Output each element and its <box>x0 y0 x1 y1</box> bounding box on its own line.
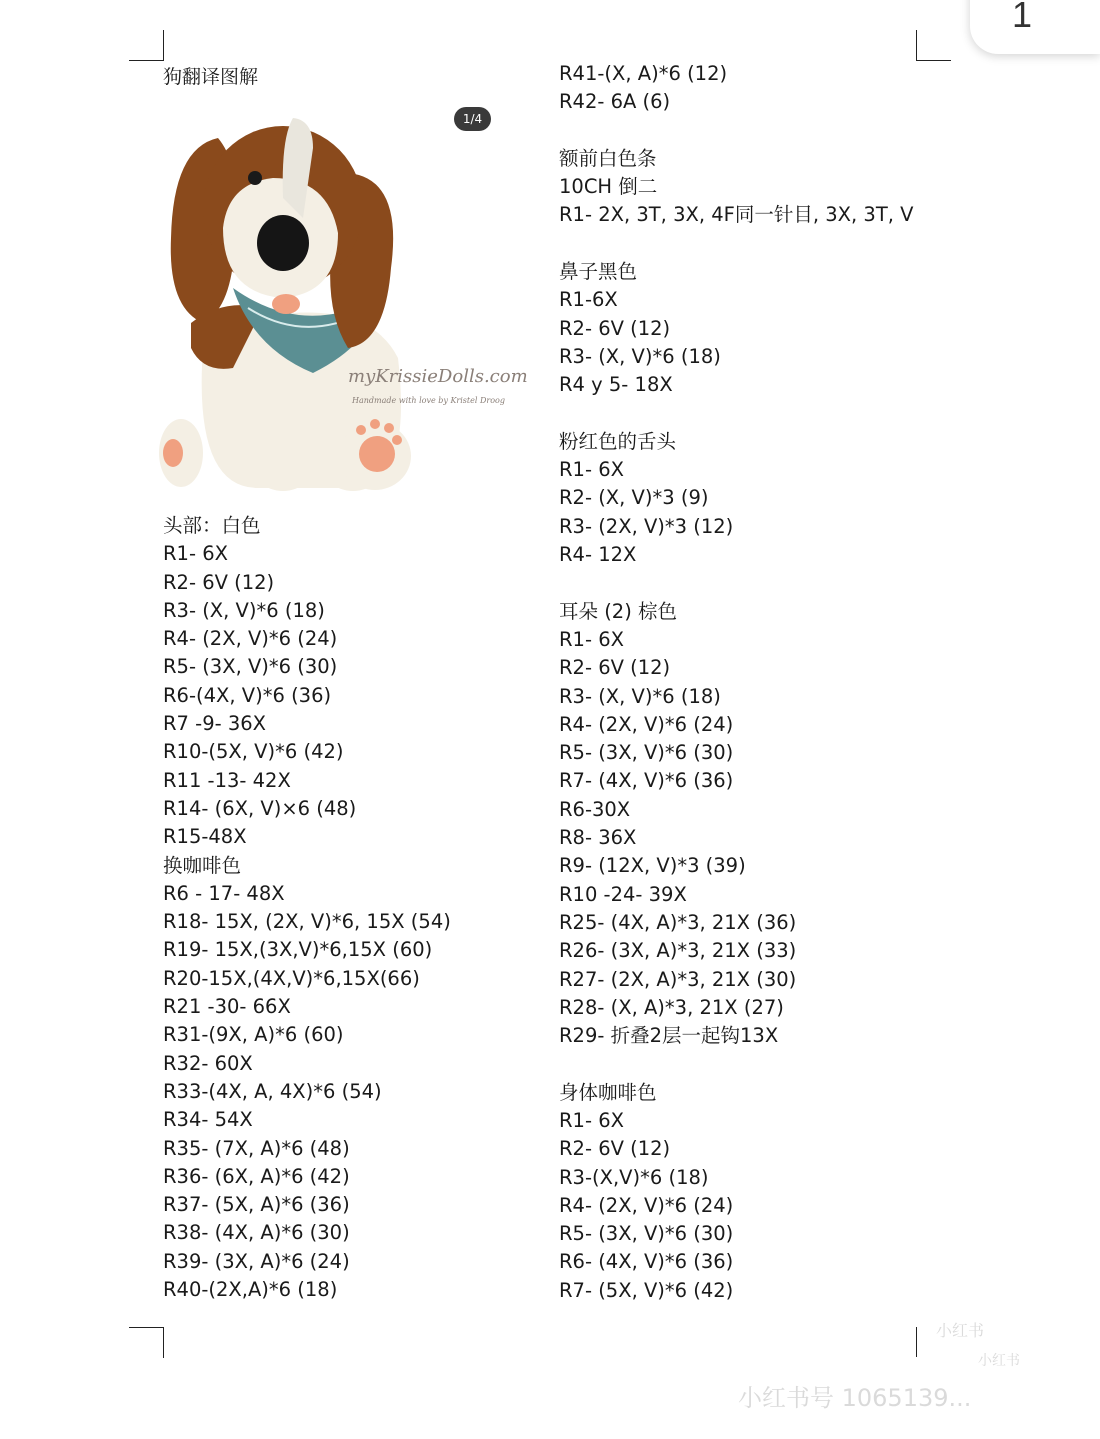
pattern-line: R3- (X, V)*6 (18) <box>559 684 721 708</box>
pattern-line: R31-(9X, A)*6 (60) <box>163 1023 344 1047</box>
watermark-logo: myKrissieDolls.com <box>348 366 528 387</box>
pattern-line: R2- 6V (12) <box>559 316 671 340</box>
pattern-line: R36- (6X, A)*6 (42) <box>163 1164 350 1188</box>
crop-mark-top-right <box>916 30 951 61</box>
pattern-line: R3- (X, V)*6 (18) <box>163 598 325 622</box>
pattern-line: R10 -24- 39X <box>559 882 687 906</box>
pattern-line: R33-(4X, A, 4X)*6 (54) <box>163 1079 382 1103</box>
pattern-line: R10-(5X, V)*6 (42) <box>163 740 344 764</box>
watermark-1: 小红书 <box>936 1321 985 1340</box>
pattern-line: R6-(4X, V)*6 (36) <box>163 683 332 707</box>
pattern-line: R14- (6X, V)×6 (48) <box>163 796 357 820</box>
pattern-line: R6- (4X, V)*6 (36) <box>559 1250 734 1274</box>
page-number-tab[interactable] <box>970 0 1100 54</box>
pattern-line: R20-15X,(4X,V)*6,15X(66) <box>163 966 420 990</box>
pattern-line: 头部：白色 <box>163 514 261 537</box>
pattern-line: R39- (3X, A)*6 (24) <box>163 1249 350 1273</box>
pattern-line: R38- (4X, A)*6 (30) <box>163 1221 350 1245</box>
pattern-line: R37- (5X, A)*6 (36) <box>163 1193 350 1217</box>
dog-photo[interactable] <box>163 108 528 493</box>
pattern-line: R5- (3X, V)*6 (30) <box>559 741 734 765</box>
photo-counter-badge: 1/4 <box>454 107 491 131</box>
pattern-line: R29- 折叠2层一起钩13X <box>559 1024 779 1048</box>
pattern-line: R40-(2X,A)*6 (18) <box>163 1278 338 1302</box>
pattern-line: 身体咖啡色 <box>559 1080 657 1104</box>
pattern-line: R1-6X <box>559 288 618 312</box>
pattern-line: R4- 12X <box>559 543 637 567</box>
pattern-line: R32- 60X <box>163 1051 253 1075</box>
pattern-line: 鼻子黑色 <box>559 260 638 284</box>
pattern-line: R18- 15X, (2X, V)*6, 15X (54) <box>163 910 451 934</box>
pattern-line: 10CH 倒二 <box>559 175 658 199</box>
pattern-line: R7 -9- 36X <box>163 712 267 736</box>
pattern-line: R1- 6X <box>559 627 624 651</box>
watermark-3: 小红书号 1065139... <box>738 1384 972 1412</box>
pattern-line: R1- 6X <box>559 1108 624 1132</box>
pattern-line: R15-48X <box>163 825 247 849</box>
pattern-line: R4- (2X, V)*6 (24) <box>559 1193 734 1217</box>
pattern-line: R3- (X, V)*6 (18) <box>559 344 721 368</box>
pattern-line: 粉红色的舌头 <box>559 429 677 453</box>
pattern-right-column <box>559 60 913 1305</box>
pattern-line: R3-(X,V)*6 (18) <box>559 1165 709 1189</box>
pattern-line: R5- (3X, V)*6 (30) <box>559 1222 734 1246</box>
crop-mark-bottom-left <box>129 1327 164 1358</box>
pattern-line: R34- 54X <box>163 1108 253 1132</box>
pattern-line: R2- 6V (12) <box>559 656 671 680</box>
pattern-line: R8- 36X <box>559 826 637 850</box>
pattern-line: 换咖啡色 <box>163 853 242 877</box>
spacer <box>559 230 913 258</box>
pattern-line: R35- (7X, A)*6 (48) <box>163 1136 350 1160</box>
pattern-line: R42- 6A (6) <box>559 90 671 114</box>
pattern-line: R1- 6X <box>559 458 624 482</box>
pattern-line: R1- 6X <box>163 542 228 566</box>
spacer <box>559 117 913 145</box>
spacer <box>559 400 913 428</box>
pattern-line: R25- (4X, A)*3, 21X (36) <box>559 910 797 934</box>
pattern-line: R4- (2X, V)*6 (24) <box>163 627 338 651</box>
pattern-line: R2- 6V (12) <box>559 1137 671 1161</box>
pattern-line: R2- 6V (12) <box>163 570 275 594</box>
pattern-line: 耳朵 (2) 棕色 <box>559 599 678 623</box>
spacer <box>559 1050 913 1078</box>
watermark-logo-subtitle: Handmade with love by Kristel Droog <box>352 396 505 405</box>
page-number: 1 <box>1012 0 1033 35</box>
beagle-amigurumi-illustration <box>163 108 505 493</box>
pattern-line: R5- (3X, V)*6 (30) <box>163 655 338 679</box>
pattern-line: R2- (X, V)*3 (9) <box>559 486 709 510</box>
pattern-line: R26- (3X, A)*3, 21X (33) <box>559 939 797 963</box>
pattern-line: R4 y 5- 18X <box>559 373 673 397</box>
pattern-line: R7- (5X, V)*6 (42) <box>559 1278 734 1302</box>
pattern-line: R9- (12X, V)*3 (39) <box>559 854 746 878</box>
pattern-line: R19- 15X,(3X,V)*6,15X (60) <box>163 938 433 962</box>
pattern-line: R3- (2X, V)*3 (12) <box>559 514 734 538</box>
pattern-line: R11 -13- 42X <box>163 768 291 792</box>
pattern-line: 额前白色条 <box>559 146 657 170</box>
pattern-line: R6-30X <box>559 797 631 821</box>
pattern-line: R7- (4X, V)*6 (36) <box>559 769 734 793</box>
pattern-line: R41-(X, A)*6 (12) <box>559 62 728 85</box>
document-title: 狗翻译图解 <box>163 66 259 88</box>
pattern-left-column <box>163 512 451 1304</box>
crop-mark-top-left <box>129 30 164 61</box>
pattern-line: R6 - 17- 48X <box>163 881 285 905</box>
pattern-line: R4- (2X, V)*6 (24) <box>559 712 734 736</box>
pattern-line: R1- 2X, 3T, 3X, 4F同一针目, 3X, 3T, V <box>559 203 914 227</box>
pattern-line: R21 -30- 66X <box>163 995 291 1019</box>
pattern-line: R28- (X, A)*3, 21X (27) <box>559 995 784 1019</box>
watermark-2: 小红书 <box>978 1353 1020 1369</box>
spacer <box>559 569 913 597</box>
pattern-line: R27- (2X, A)*3, 21X (30) <box>559 967 797 991</box>
